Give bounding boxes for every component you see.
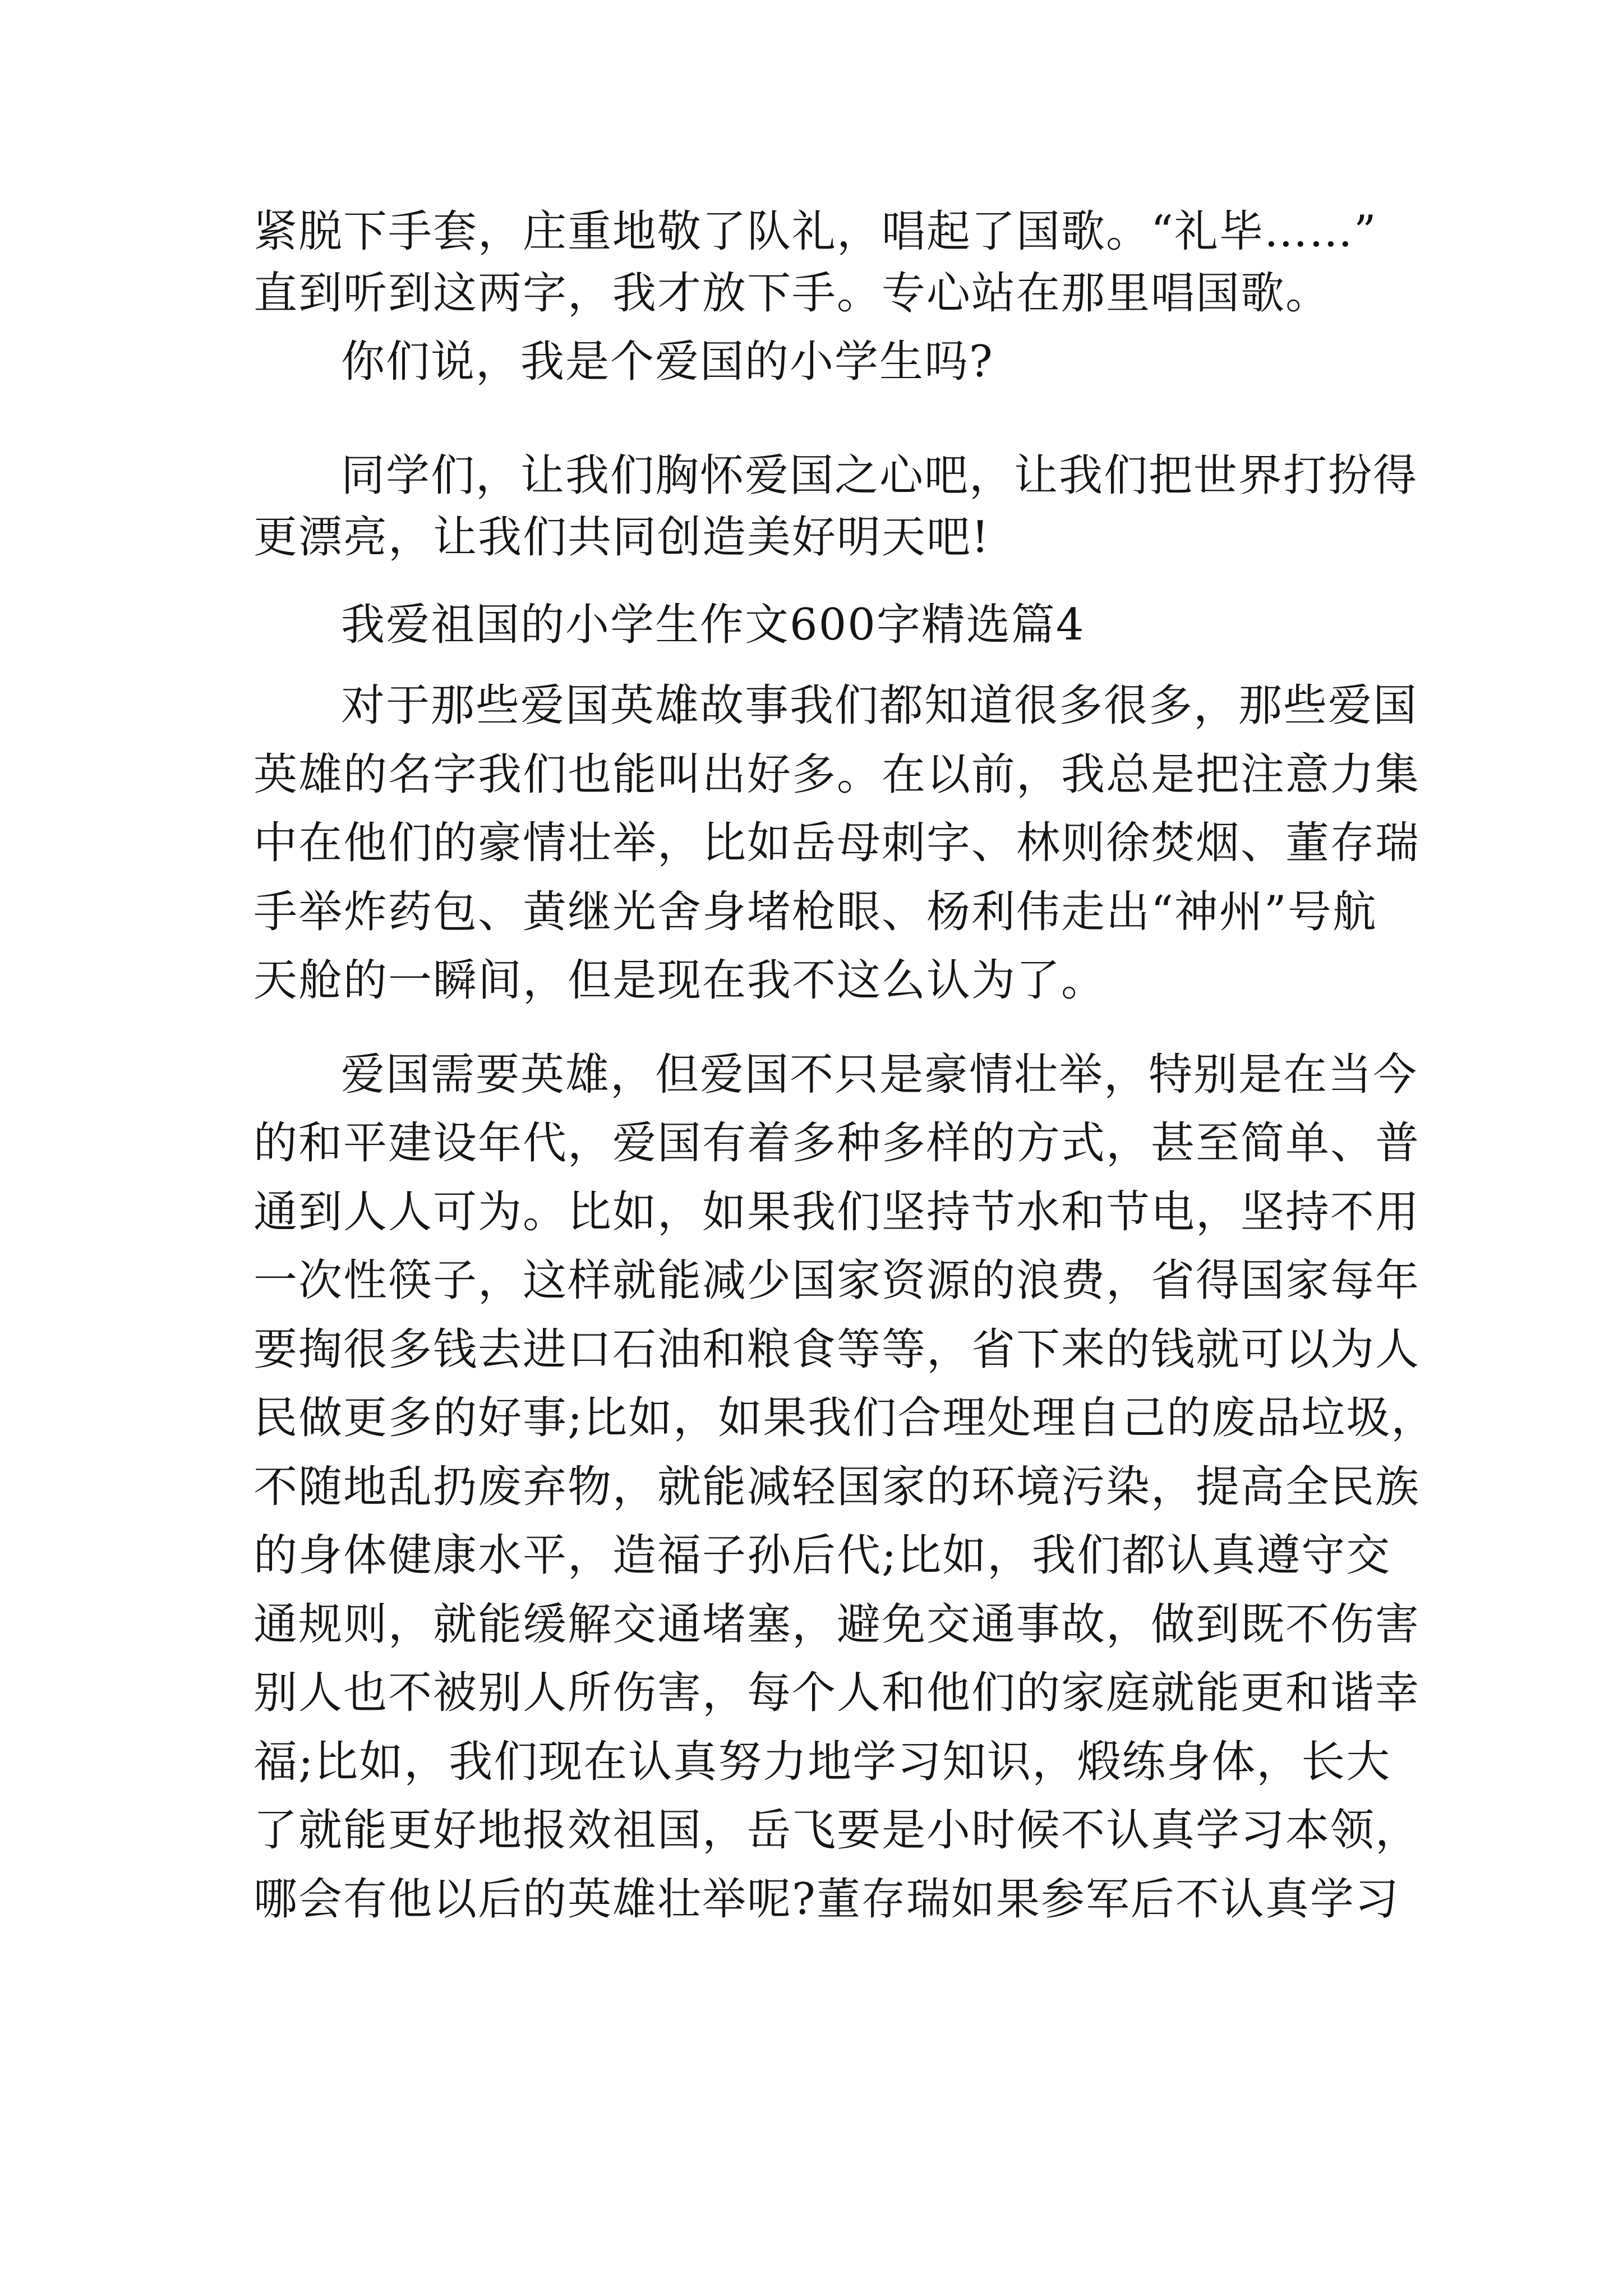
text-line: 中在他们的豪情壮举，比如岳母刺字、林则徐焚烟、董存瑞	[253, 818, 1421, 868]
text-line: 手举炸药包、黄继光舍身堵枪眼、杨利伟走出“神州”号航	[253, 887, 1377, 937]
text-line: 直到听到这两字，我才放下手。专心站在那里唱国歌。	[253, 268, 1331, 319]
text-line: 民做更多的好事;比如，如果我们合理处理自己的废品垃圾，	[253, 1393, 1436, 1443]
section-heading: 我爱祖国的小学生作文600字精选篇4	[341, 600, 1085, 650]
text-line: 通到人人可为。比如，如果我们坚持节水和节电，坚持不用	[253, 1187, 1421, 1237]
text-line: 要掏很多钱去进口石油和粮食等等，省下来的钱就可以为人	[253, 1324, 1421, 1375]
text-line: 你们说，我是个爱国的小学生吗?	[341, 337, 994, 387]
text-line: 不随地乱扔废弃物，就能减轻国家的环境污染，提高全民族	[253, 1462, 1421, 1512]
text-line: 紧脱下手套，庄重地敬了队礼，唱起了国歌。“礼毕……”	[253, 206, 1377, 257]
text-line: 天舱的一瞬间，但是现在我不这么认为了。	[253, 955, 1106, 1006]
text-line: 爱国需要英雄，但爱国不只是豪情壮举，特别是在当今	[341, 1050, 1418, 1100]
text-line: 了就能更好地报效祖国，岳飞要是小时候不认真学习本领，	[253, 1805, 1421, 1856]
text-line: 同学们，让我们胸怀爱国之心吧，让我们把世界打扮得	[341, 450, 1418, 501]
text-line: 英雄的名字我们也能叫出好多。在以前，我总是把注意力集	[253, 749, 1421, 800]
text-line: 别人也不被别人所伤害，每个人和他们的家庭就能更和谐幸	[253, 1668, 1421, 1718]
text-line: 哪会有他以后的英雄壮举呢?董存瑞如果参军后不认真学习	[253, 1874, 1400, 1925]
text-line: 的身体健康水平，造福子孙后代;比如，我们都认真遵守交	[253, 1530, 1391, 1581]
text-line: 的和平建设年代，爱国有着多种多样的方式，甚至简单、普	[253, 1118, 1421, 1168]
text-line: 福;比如，我们现在认真努力地学习知识，煅练身体，长大	[253, 1737, 1391, 1787]
text-line: 对于那些爱国英雄故事我们都知道很多很多，那些爱国	[341, 680, 1418, 731]
text-line: 一次性筷子，这样就能减少国家资源的浪费，省得国家每年	[253, 1255, 1421, 1306]
text-line: 通规则，就能缓解交通堵塞，避免交通事故，做到既不伤害	[253, 1599, 1421, 1650]
text-line: 更漂亮，让我们共同创造美好明天吧!	[253, 512, 990, 563]
